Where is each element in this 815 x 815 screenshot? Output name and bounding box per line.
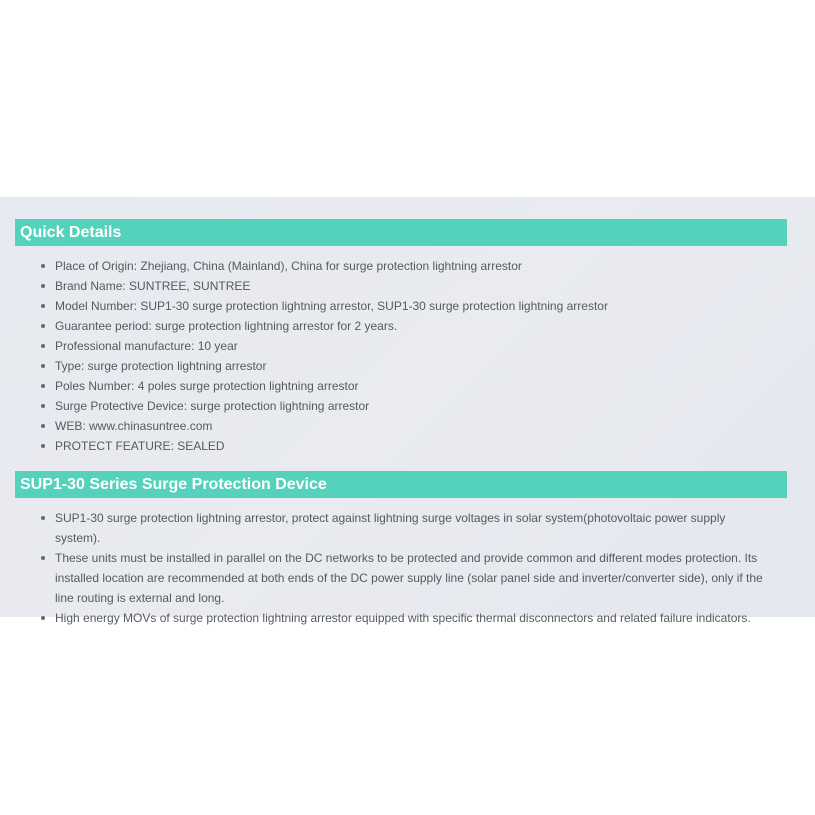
list-item: Guarantee period: surge protection lightning arrestor for 2 years. [0,316,790,336]
list-item: Type: surge protection lightning arrestor [0,356,790,376]
quick-details-header: Quick Details [15,219,787,246]
series-header: SUP1-30 Series Surge Protection Device [15,471,787,498]
quick-details-list [0,256,790,456]
list-item: Model Number: SUP1-30 surge protection lightning arrestor, SUP1-30 surge protection lightning arrestor [0,296,790,316]
list-item: These units must be installed in parallel on the DC networks to be protected and provide common and different modes protection. Its installed location are recommended at both ends of the DC power supply line (solar panel side and inverter/converter side), only if the line routing is external and long. [0,548,790,608]
list-item: SUP1-30 surge protection lightning arrestor, protect against lightning surge voltages in solar system(photovoltaic power supply system). [0,508,790,548]
list-item: High energy MOVs of surge protection lightning arrestor equipped with specific thermal disconnectors and related failure indicators. [0,608,790,628]
list-item: Place of Origin: Zhejiang, China (Mainland), China for surge protection lightning arrestor [0,256,790,276]
list-item: PROTECT FEATURE: SEALED [0,436,790,456]
product-details-panel [0,197,815,625]
list-item: Professional manufacture: 10 year [0,336,790,356]
list-item: Poles Number: 4 poles surge protection lightning arrestor [0,376,790,396]
list-item: WEB: www.chinasuntree.com [0,416,790,436]
series-list [0,508,790,628]
list-item: Surge Protective Device: surge protection lightning arrestor [0,396,790,416]
list-item: Brand Name: SUNTREE, SUNTREE [0,276,790,296]
